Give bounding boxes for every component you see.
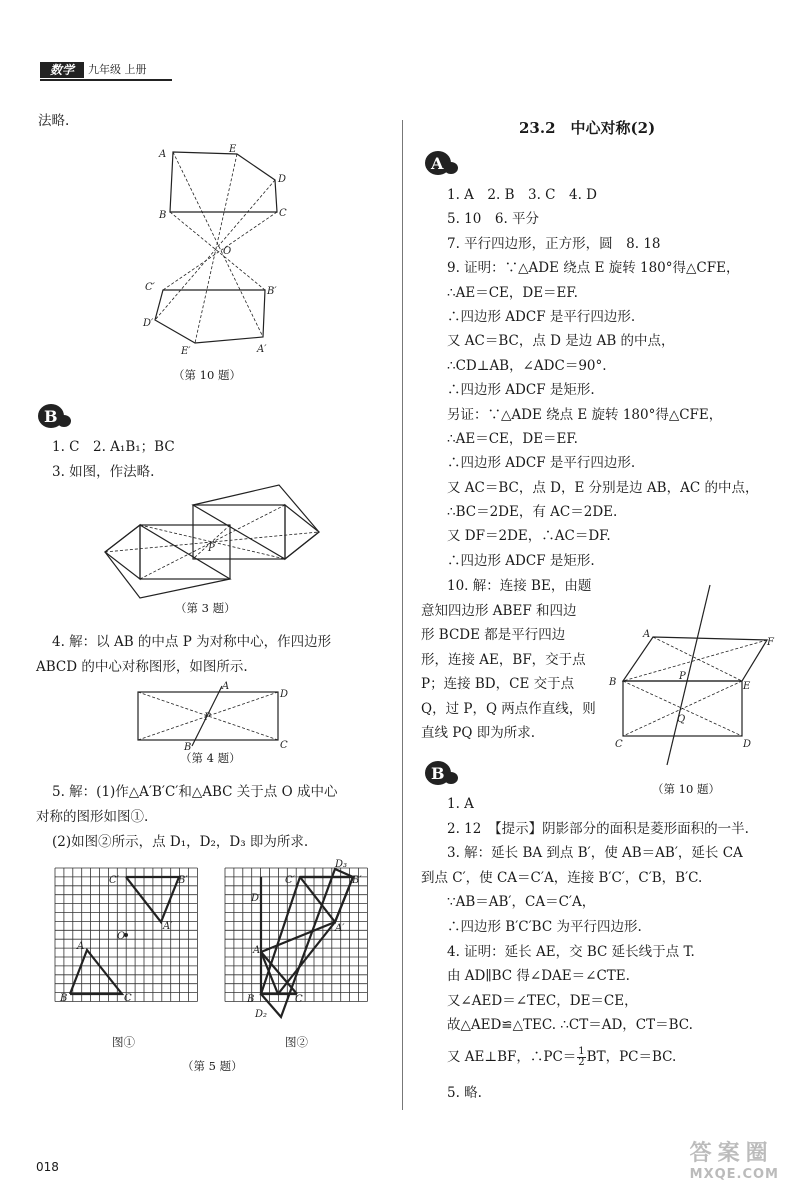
right-b-fraction-line bbox=[447, 1047, 676, 1068]
svg-text:Q: Q bbox=[677, 714, 686, 725]
right-a-line: 又 AC＝BC，点 D 是边 AB 的中点， bbox=[447, 333, 675, 350]
right-a-line: ∴CD⊥AB，∠ADC＝90°. bbox=[447, 357, 607, 374]
watermark-line-2: MXQE.COM bbox=[689, 1167, 779, 1182]
left-q4-line-2: ABCD 的中心对称图形，如图所示. bbox=[36, 659, 248, 675]
right-a-line: ∴四边形 ADCF 是矩形. bbox=[447, 552, 595, 569]
fraction-numerator: 1 bbox=[578, 1046, 585, 1057]
svg-text:B′: B′ bbox=[352, 875, 362, 886]
left-b-line-1: 1. C 2. A₁B₁；BC bbox=[52, 439, 175, 455]
fig10-left bbox=[145, 140, 295, 370]
svg-text:E: E bbox=[743, 681, 751, 692]
svg-text:B: B bbox=[609, 677, 617, 688]
fig10-left-caption: （第 10 题） bbox=[173, 368, 241, 382]
watermark-line-1: 答案圈 bbox=[689, 1141, 774, 1166]
grid1-label: 图① bbox=[112, 1035, 135, 1049]
svg-text:D₁: D₁ bbox=[251, 893, 264, 904]
right-a-line: ∴四边形 ADCF 是矩形. bbox=[447, 382, 595, 399]
right-q10-line: Q，过 P，Q 两点作直线，则 bbox=[421, 700, 596, 717]
left-q5-line-1: 5. 解：(1)作△A′B′C′和△ABC 关于点 O 成中心 bbox=[52, 784, 338, 800]
svg-text:D₃: D₃ bbox=[335, 859, 348, 870]
subject-label: 数学 bbox=[40, 62, 84, 78]
right-b-line: 到点 C′，使 CA＝C′A，连接 B′C′，C′B，B′C. bbox=[421, 869, 703, 886]
right-a-line: 9. 证明：∵△ADE 绕点 E 旋转 180°得△CFE， bbox=[447, 260, 740, 277]
svg-text:A′: A′ bbox=[335, 923, 345, 934]
watermark-logo bbox=[690, 1136, 779, 1182]
right-b-line: ∴四边形 B′C′BC 为平行四边形. bbox=[447, 918, 642, 935]
grade-label: 九年级 上册 bbox=[88, 63, 147, 76]
svg-text:C′: C′ bbox=[109, 875, 119, 886]
svg-text:P: P bbox=[204, 712, 211, 723]
svg-text:B: B bbox=[60, 993, 68, 1004]
book-header bbox=[40, 62, 172, 78]
svg-text:C: C bbox=[279, 208, 287, 219]
right-b-line: 由 AD∥BC 得∠DAE＝∠CTE. bbox=[447, 968, 630, 985]
right-b-end: 5. 略. bbox=[447, 1085, 482, 1101]
grid-figure-2 bbox=[225, 857, 375, 1022]
page-number: 018 bbox=[36, 1160, 59, 1174]
group-b-letter-right: B bbox=[431, 764, 445, 783]
svg-text:B: B bbox=[159, 210, 167, 221]
svg-text:O: O bbox=[117, 931, 126, 942]
right-a-line: ∴BC＝2DE，有 AC＝2DE. bbox=[447, 504, 618, 521]
left-q4-line-1: 4. 解：以 AB 的中点 P 为对称中心，作四边形 bbox=[52, 634, 332, 650]
right-q10-line: 10. 解：连接 BE，由题 bbox=[447, 578, 592, 594]
svg-text:A: A bbox=[159, 149, 167, 160]
svg-text:C′: C′ bbox=[145, 282, 155, 293]
right-a-answers bbox=[447, 186, 758, 576]
svg-text:C: C bbox=[124, 993, 132, 1004]
fig5-caption: （第 5 题） bbox=[182, 1059, 243, 1073]
svg-text:A: A bbox=[643, 629, 651, 640]
right-b-line: 故△AED≌△TEC. ∴CT＝AD，CT＝BC. bbox=[447, 1017, 693, 1034]
right-b-answers bbox=[421, 795, 749, 1041]
right-b-line: ∵AB＝AB′，CA＝C′A， bbox=[447, 894, 596, 911]
left-q5-line-2: 对称的图形如图①. bbox=[36, 809, 149, 825]
svg-text:A: A bbox=[253, 945, 261, 956]
svg-text:C: C bbox=[280, 740, 288, 751]
svg-text:B′: B′ bbox=[267, 286, 277, 297]
group-a-badge-icon bbox=[424, 150, 458, 176]
svg-text:D: D bbox=[278, 174, 287, 185]
svg-text:B: B bbox=[247, 994, 255, 1005]
right-b-line: 1. A bbox=[447, 796, 474, 812]
svg-text:D: D bbox=[280, 689, 289, 700]
right-a-line: 又 DF＝2DE，∴AC＝DF. bbox=[447, 528, 611, 545]
svg-text:A: A bbox=[222, 681, 230, 692]
right-a-line: ∴AE＝CE，DE＝EF. bbox=[447, 284, 578, 301]
right-q10-line: 直线 PQ 即为所求. bbox=[421, 725, 536, 741]
right-a-line: ∴四边形 ADCF 是平行四边形. bbox=[447, 308, 636, 325]
right-b-line: 又∠AED＝∠TEC，DE＝CE， bbox=[447, 992, 638, 1009]
svg-text:D: D bbox=[743, 739, 752, 750]
header-rule bbox=[40, 79, 172, 81]
right-b-line: 4. 证明：延长 AE，交 BC 延长线于点 T. bbox=[447, 943, 695, 960]
fig10-right bbox=[605, 585, 785, 775]
right-q10-line: 形 BCDE 都是平行四边 bbox=[421, 627, 566, 643]
fig10-pentagon-bottom bbox=[155, 290, 265, 343]
left-b-line-2: 3. 如图，作法略. bbox=[52, 464, 155, 480]
group-b-letter: B bbox=[44, 407, 58, 426]
right-a-line: 1. A 2. B 3. C 4. D bbox=[447, 187, 598, 203]
svg-text:D′: D′ bbox=[143, 318, 154, 329]
svg-text:A: A bbox=[77, 941, 85, 952]
svg-text:D₂: D₂ bbox=[255, 1009, 268, 1020]
fig4 bbox=[130, 680, 300, 752]
svg-text:P: P bbox=[679, 671, 686, 682]
svg-text:E: E bbox=[229, 144, 237, 155]
right-b-line: 3. 解：延长 BA 到点 B′，使 AB＝AB′，延长 CA bbox=[447, 845, 743, 862]
right-a-line: 7. 平行四边形，正方形，圆 8. 18 bbox=[447, 235, 661, 252]
grid-figure-1 bbox=[55, 867, 205, 1012]
left-q5-line-3: (2)如图②所示，点 D₁，D₂，D₃ 即为所求. bbox=[52, 834, 309, 850]
svg-text:C: C bbox=[615, 739, 623, 750]
group-b-badge-icon bbox=[424, 760, 458, 786]
fraction-line-suffix: BT，PC＝BC. bbox=[586, 1049, 677, 1065]
svg-text:P: P bbox=[208, 543, 215, 554]
svg-text:A′: A′ bbox=[163, 921, 173, 932]
fig4-caption: （第 4 题） bbox=[180, 751, 241, 765]
right-a-line: 又 AC＝BC，点 D，E 分别是边 AB，AC 的中点， bbox=[447, 479, 759, 496]
right-q10-text bbox=[421, 577, 596, 749]
right-q10-line: 意知四边形 ABEF 和四边 bbox=[421, 602, 577, 619]
svg-text:A′: A′ bbox=[257, 344, 267, 355]
right-q10-line: P；连接 BD，CE 交于点 bbox=[421, 676, 575, 692]
svg-text:F: F bbox=[767, 637, 774, 648]
half-fraction bbox=[577, 1047, 585, 1068]
left-intro: 法略. bbox=[38, 113, 70, 129]
svg-text:C: C bbox=[295, 994, 303, 1005]
svg-text:C′: C′ bbox=[285, 875, 295, 886]
fig10-right-caption: （第 10 题） bbox=[652, 782, 720, 796]
right-a-line: ∴AE＝CE，DE＝EF. bbox=[447, 430, 578, 447]
right-b-line: 2. 12 【提示】阴影部分的面积是菱形面积的一半. bbox=[447, 820, 749, 837]
right-a-line: ∴四边形 ADCF 是平行四边形. bbox=[447, 455, 636, 472]
svg-text:O: O bbox=[223, 246, 232, 257]
fig10-pentagon-top bbox=[170, 152, 277, 212]
svg-text:E′: E′ bbox=[181, 346, 191, 357]
fraction-line-prefix: 又 AE⊥BF，∴PC＝ bbox=[447, 1049, 577, 1065]
fig3-caption: （第 3 题） bbox=[175, 601, 236, 615]
right-a-line: 5. 10 6. 平分 bbox=[447, 211, 540, 228]
right-q10-line: 形，连接 AE，BF，交于点 bbox=[421, 651, 586, 668]
group-a-letter: A bbox=[431, 154, 444, 173]
group-b-badge-icon bbox=[37, 403, 71, 429]
fraction-denominator: 2 bbox=[578, 1057, 585, 1068]
svg-text:B: B bbox=[184, 742, 192, 753]
fig3 bbox=[105, 485, 325, 600]
column-divider bbox=[402, 120, 403, 1110]
right-a-line: 另证：∵△ADE 绕点 E 旋转 180°得△CFE， bbox=[447, 406, 723, 423]
svg-text:B′: B′ bbox=[178, 875, 188, 886]
section-title: 23.2 中心对称(2) bbox=[519, 119, 656, 137]
grid2-label: 图② bbox=[285, 1035, 308, 1049]
